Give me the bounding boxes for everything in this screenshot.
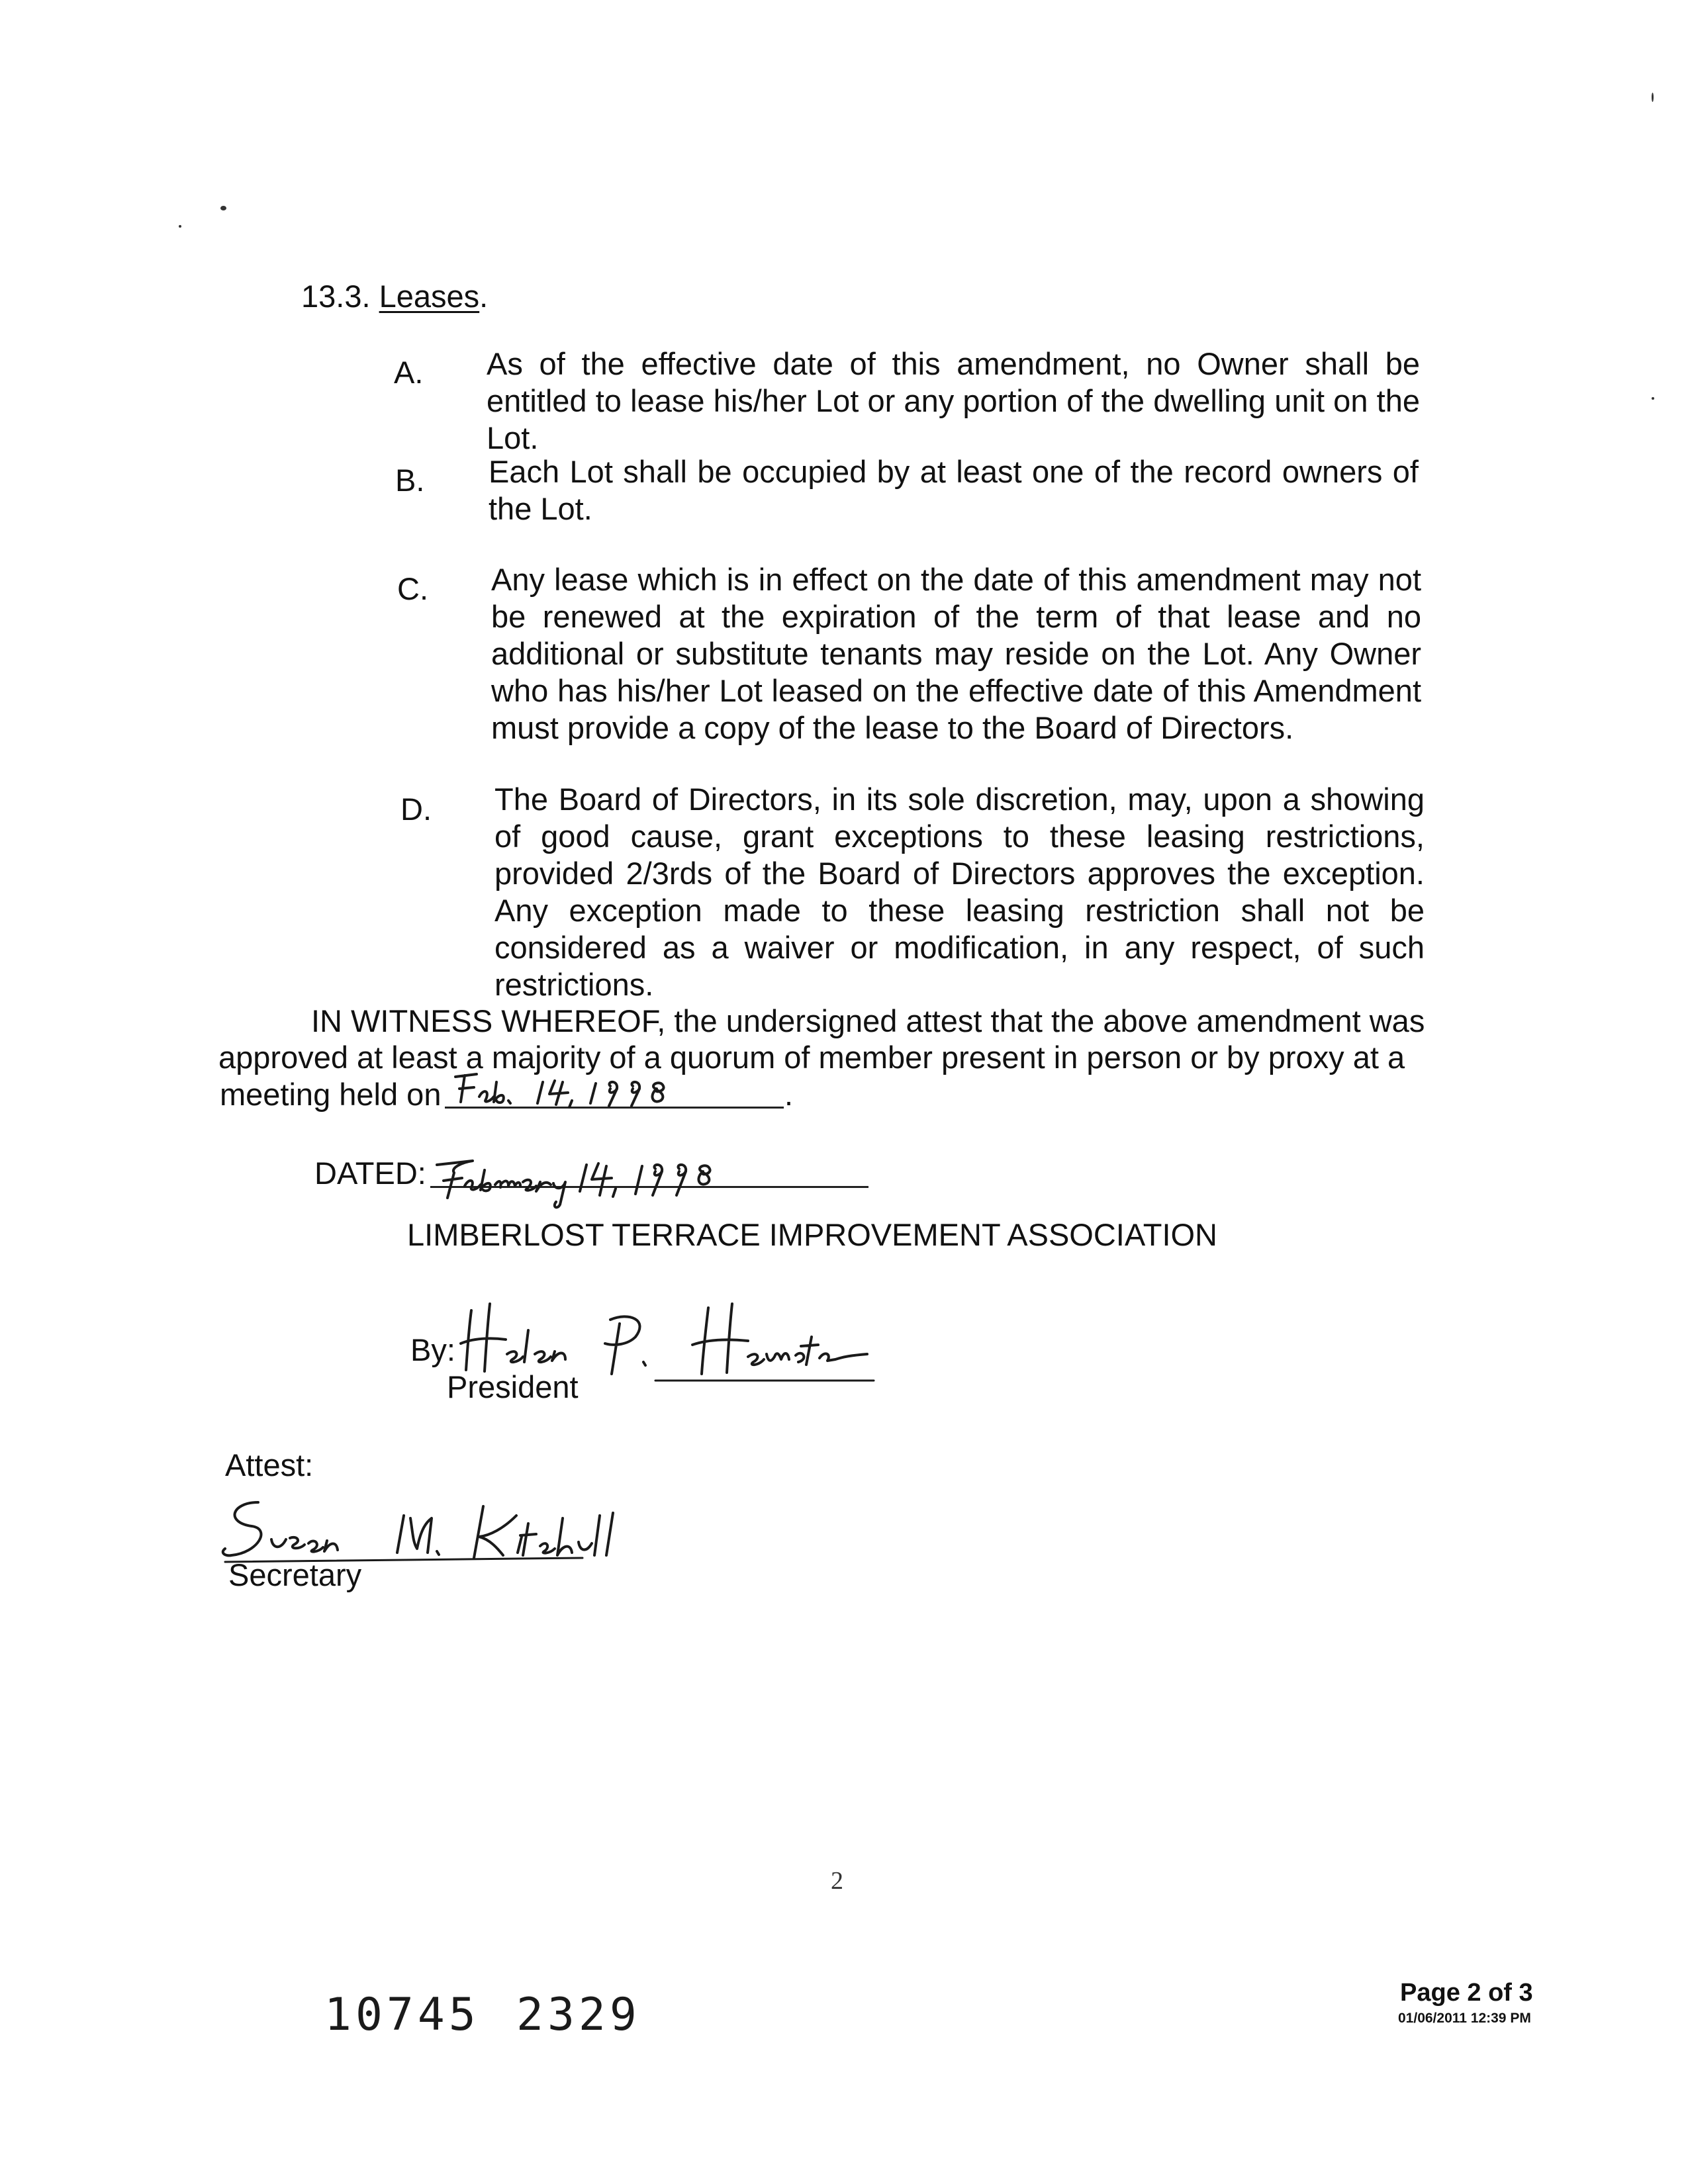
secretary-title: Secretary — [228, 1557, 362, 1592]
section-title: Leases — [379, 279, 480, 314]
section-number: 13.3. — [301, 279, 371, 314]
item-letter-b: B. — [395, 463, 425, 498]
scan-speck — [1652, 397, 1654, 400]
item-letter-c: C. — [397, 571, 428, 606]
witness-line-3 — [220, 1076, 441, 1113]
item-text-a: As of the effective date of this amendment, no Owner shall be entitled to lease his/her Lot or any portion of the dwelling unit on the Lot. — [487, 346, 1420, 455]
page-count-label: Page 2 of 3 — [1400, 1979, 1533, 2007]
meeting-date-handwriting — [450, 1062, 755, 1115]
page-reference: 2329 — [516, 1989, 641, 2041]
item-letter-a: A. — [394, 355, 424, 390]
section-title-period: . — [479, 279, 489, 314]
item-text-c: Any lease which is in effect on the date of this amendment may not be renewed at the expiration of the term of that lease and no additional or substitute tenants may reside on the Lot. Any Owner who has his/her Lot leased on the effective date of this Amendment must provide a copy of the lease to the Board of Directors. — [491, 562, 1421, 745]
meeting-held-label: meeting held on — [220, 1077, 442, 1112]
item-letter-d: D. — [400, 792, 432, 827]
dated-handwriting — [424, 1138, 874, 1211]
president-title: President — [447, 1369, 579, 1404]
scan-speck — [220, 206, 226, 210]
book-number: 10745 — [324, 1989, 480, 2041]
association-name: LIMBERLOST TERRACE IMPROVEMENT ASSOCIATION — [407, 1217, 1217, 1252]
section-heading — [301, 278, 488, 315]
print-timestamp: 01/06/2011 12:39 PM — [1398, 2011, 1531, 2026]
scan-speck — [179, 225, 181, 228]
by-label: By: — [410, 1332, 455, 1367]
attest-label: Attest: — [225, 1447, 314, 1482]
item-text-d: The Board of Directors, in its sole discretion, may, upon a showing of good cause, grant exceptions to these leasing restrictions, provided 2/3rds of the Board of Directors approves the exception. Any exception made to these leasing restriction shall not be considered as a waiver or modification, in any respect, of such restrictions. — [494, 782, 1425, 1002]
page-number: 2 — [831, 1867, 843, 1895]
item-text-b: Each Lot shall be occupied by at least one of the record owners of the Lot. — [489, 454, 1419, 526]
witness-line-2: approved at least a majority of a quorum of member present in person or by proxy at a — [218, 1040, 1405, 1075]
witness-line-1: IN WITNESS WHEREOF, the undersigned attest that the above amendment was — [311, 1003, 1425, 1038]
scan-speck — [1652, 93, 1654, 102]
meeting-date-period: . — [784, 1077, 794, 1112]
dated-label: DATED: — [314, 1156, 426, 1191]
